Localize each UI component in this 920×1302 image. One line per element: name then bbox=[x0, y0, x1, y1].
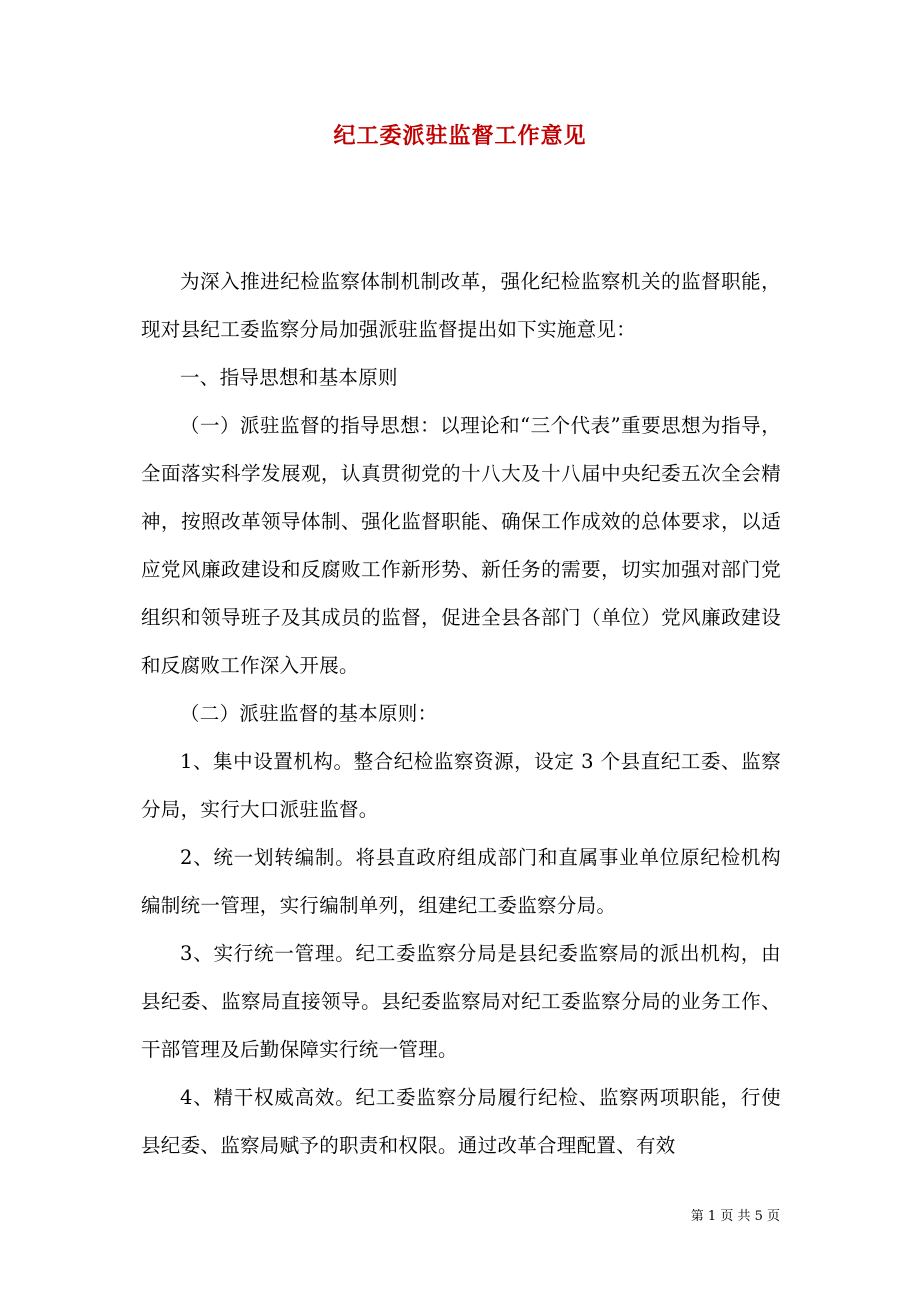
principle-item-1: 1、集中设置机构。整合纪检监察资源，设定 3 个县直纪工委、监察分局，实行大口派驻监督。 bbox=[141, 750, 781, 821]
paragraph-guiding-ideology: （一）派驻监督的指导思想：以理论和“三个代表”重要思想为指导，全面落实科学发展观，认真贯彻党的十八大及十八届中央纪委五次全会精神，按照改革领导体制、强化监督职能、确保工作成效的总体要求，以适应党风廉政建设和反腐败工作新形势、新任务的需要，切实加强对部门党组织和领导班子及其成员的监督，促进全县各部门（单位）党风廉政建设和反腐败工作深入开展。 bbox=[141, 414, 781, 677]
document-body bbox=[141, 258, 781, 1170]
principle-item-4: 4、精干权威高效。纪工委监察分局履行纪检、监察两项职能，行使县纪委、监察局赋予的职责和权限。通过改革合理配置、有效 bbox=[141, 1086, 781, 1157]
paragraph-intro: 为深入推进纪检监察体制机制改革，强化纪检监察机关的监督职能，现对县纪工委监察分局加强派驻监督提出如下实施意见： bbox=[141, 270, 781, 341]
document-title: 纪工委派驻监督工作意见 bbox=[333, 123, 587, 149]
principle-item-2: 2、统一划转编制。将县直政府组成部门和直属事业单位原纪检机构编制统一管理，实行编制单列，组建纪工委监察分局。 bbox=[141, 846, 781, 917]
principle-item-3: 3、实行统一管理。纪工委监察分局是县纪委监察局的派出机构，由县纪委、监察局直接领导。县纪委监察局对纪工委监察分局的业务工作、干部管理及后勤保障实行统一管理。 bbox=[141, 942, 781, 1061]
page-number-footer: 第 1 页 共 5 页 bbox=[690, 1209, 780, 1224]
subheading-basic-principles: （二）派驻监督的基本原则： bbox=[180, 702, 438, 725]
section-heading-1: 一、指导思想和基本原则 bbox=[180, 366, 398, 389]
